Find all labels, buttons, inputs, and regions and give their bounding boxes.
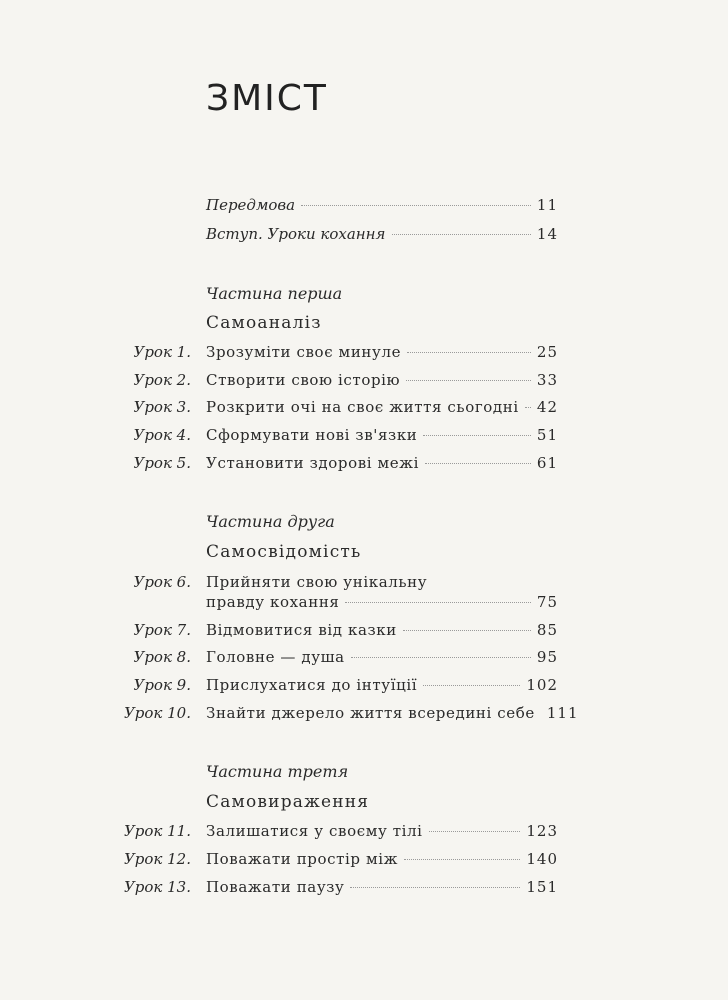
page-number: 140 bbox=[526, 850, 558, 868]
page-number: 123 bbox=[526, 822, 558, 840]
lesson-label: Урок 12. bbox=[123, 850, 191, 868]
part-title: Самосвідомість bbox=[206, 542, 362, 562]
page-number: 85 bbox=[536, 621, 558, 639]
lesson-label: Урок 2. bbox=[133, 371, 191, 389]
lesson-label: Урок 8. bbox=[133, 648, 191, 666]
toc-entry bbox=[0, 371, 728, 393]
toc-entry bbox=[0, 454, 728, 476]
leader-dots bbox=[404, 859, 520, 860]
entry-title: правду кохання bbox=[206, 593, 340, 611]
page-number: 33 bbox=[536, 371, 558, 389]
leader-dots bbox=[423, 685, 520, 686]
leader-dots bbox=[425, 463, 531, 464]
lesson-label: Урок 5. bbox=[133, 454, 191, 472]
part-label: Частина перша bbox=[206, 284, 343, 303]
entry-title: Вступ. Уроки кохання bbox=[206, 225, 386, 243]
lesson-label: Урок 11. bbox=[123, 822, 191, 840]
page-number: 102 bbox=[526, 676, 558, 694]
entry-title: Відмовитися від казки bbox=[206, 621, 397, 639]
entry-title: Передмова bbox=[206, 196, 296, 214]
lesson-label: Урок 1. bbox=[133, 343, 191, 361]
toc-entry bbox=[0, 426, 728, 448]
entry-title: Залишатися у своєму тілі bbox=[206, 822, 423, 840]
leader-dots bbox=[350, 887, 520, 888]
page-number: 14 bbox=[536, 225, 558, 243]
leader-dots bbox=[301, 205, 531, 206]
entry-title: Знайти джерело життя всередині себе bbox=[206, 704, 535, 722]
entry-title: Поважати простір між bbox=[206, 850, 399, 868]
entry-title: Створити свою історію bbox=[206, 371, 401, 389]
lesson-label: Урок 7. bbox=[133, 621, 191, 639]
leader-dots bbox=[429, 831, 521, 832]
page-number: 51 bbox=[536, 426, 558, 444]
lesson-label: Урок 9. bbox=[133, 676, 191, 694]
entry-title: Поважати паузу bbox=[206, 878, 345, 896]
lesson-label: Урок 6. bbox=[133, 573, 191, 591]
entry-title: Сформувати нові зв'язки bbox=[206, 426, 418, 444]
page-number: 151 bbox=[526, 878, 558, 896]
lesson-label: Урок 4. bbox=[133, 426, 191, 444]
leader-dots bbox=[392, 234, 531, 235]
entry-title: Головне — душа bbox=[206, 648, 345, 666]
entry-title: Зрозуміти своє минуле bbox=[206, 343, 402, 361]
lesson-label: Урок 13. bbox=[123, 878, 191, 896]
leader-dots bbox=[525, 407, 531, 408]
lesson-label: Урок 10. bbox=[123, 704, 191, 722]
part-label: Частина третя bbox=[206, 762, 349, 781]
entry-title: Установити здорові межі bbox=[206, 454, 420, 472]
toc-entry-introduction bbox=[0, 225, 728, 247]
toc-entry bbox=[0, 822, 728, 844]
toc-entry bbox=[0, 343, 728, 365]
leader-dots bbox=[406, 380, 531, 381]
toc-entry bbox=[0, 621, 728, 643]
toc-entry bbox=[0, 573, 728, 617]
page-number: 95 bbox=[536, 648, 558, 666]
part-title: Самоаналіз bbox=[206, 313, 322, 333]
leader-dots bbox=[345, 602, 530, 603]
lesson-label: Урок 3. bbox=[133, 398, 191, 416]
part-label: Частина друга bbox=[206, 512, 335, 531]
toc-entry bbox=[0, 648, 728, 670]
page-number: 75 bbox=[536, 593, 558, 611]
toc-entry-foreword bbox=[0, 196, 728, 218]
toc-entry bbox=[0, 704, 728, 726]
page-title: ЗМІСТ bbox=[206, 78, 328, 119]
page-number: 42 bbox=[536, 398, 558, 416]
entry-title: Прислухатися до інтуїції bbox=[206, 676, 418, 694]
part-title: Самовираження bbox=[206, 792, 370, 812]
page-number: 111 bbox=[546, 704, 579, 722]
leader-dots bbox=[403, 630, 531, 631]
toc-entry bbox=[0, 850, 728, 872]
leader-dots bbox=[423, 435, 531, 436]
page-number: 11 bbox=[536, 196, 558, 214]
leader-dots bbox=[407, 352, 531, 353]
entry-title-line1: Прийняти свою унікальну bbox=[206, 573, 428, 591]
leader-dots bbox=[351, 657, 531, 658]
toc-entry bbox=[0, 676, 728, 698]
page-number: 61 bbox=[536, 454, 558, 472]
entry-title: Розкрити очі на своє життя сьогодні bbox=[206, 398, 519, 416]
toc-entry bbox=[0, 398, 728, 420]
page-number: 25 bbox=[536, 343, 558, 361]
toc-entry bbox=[0, 878, 728, 900]
